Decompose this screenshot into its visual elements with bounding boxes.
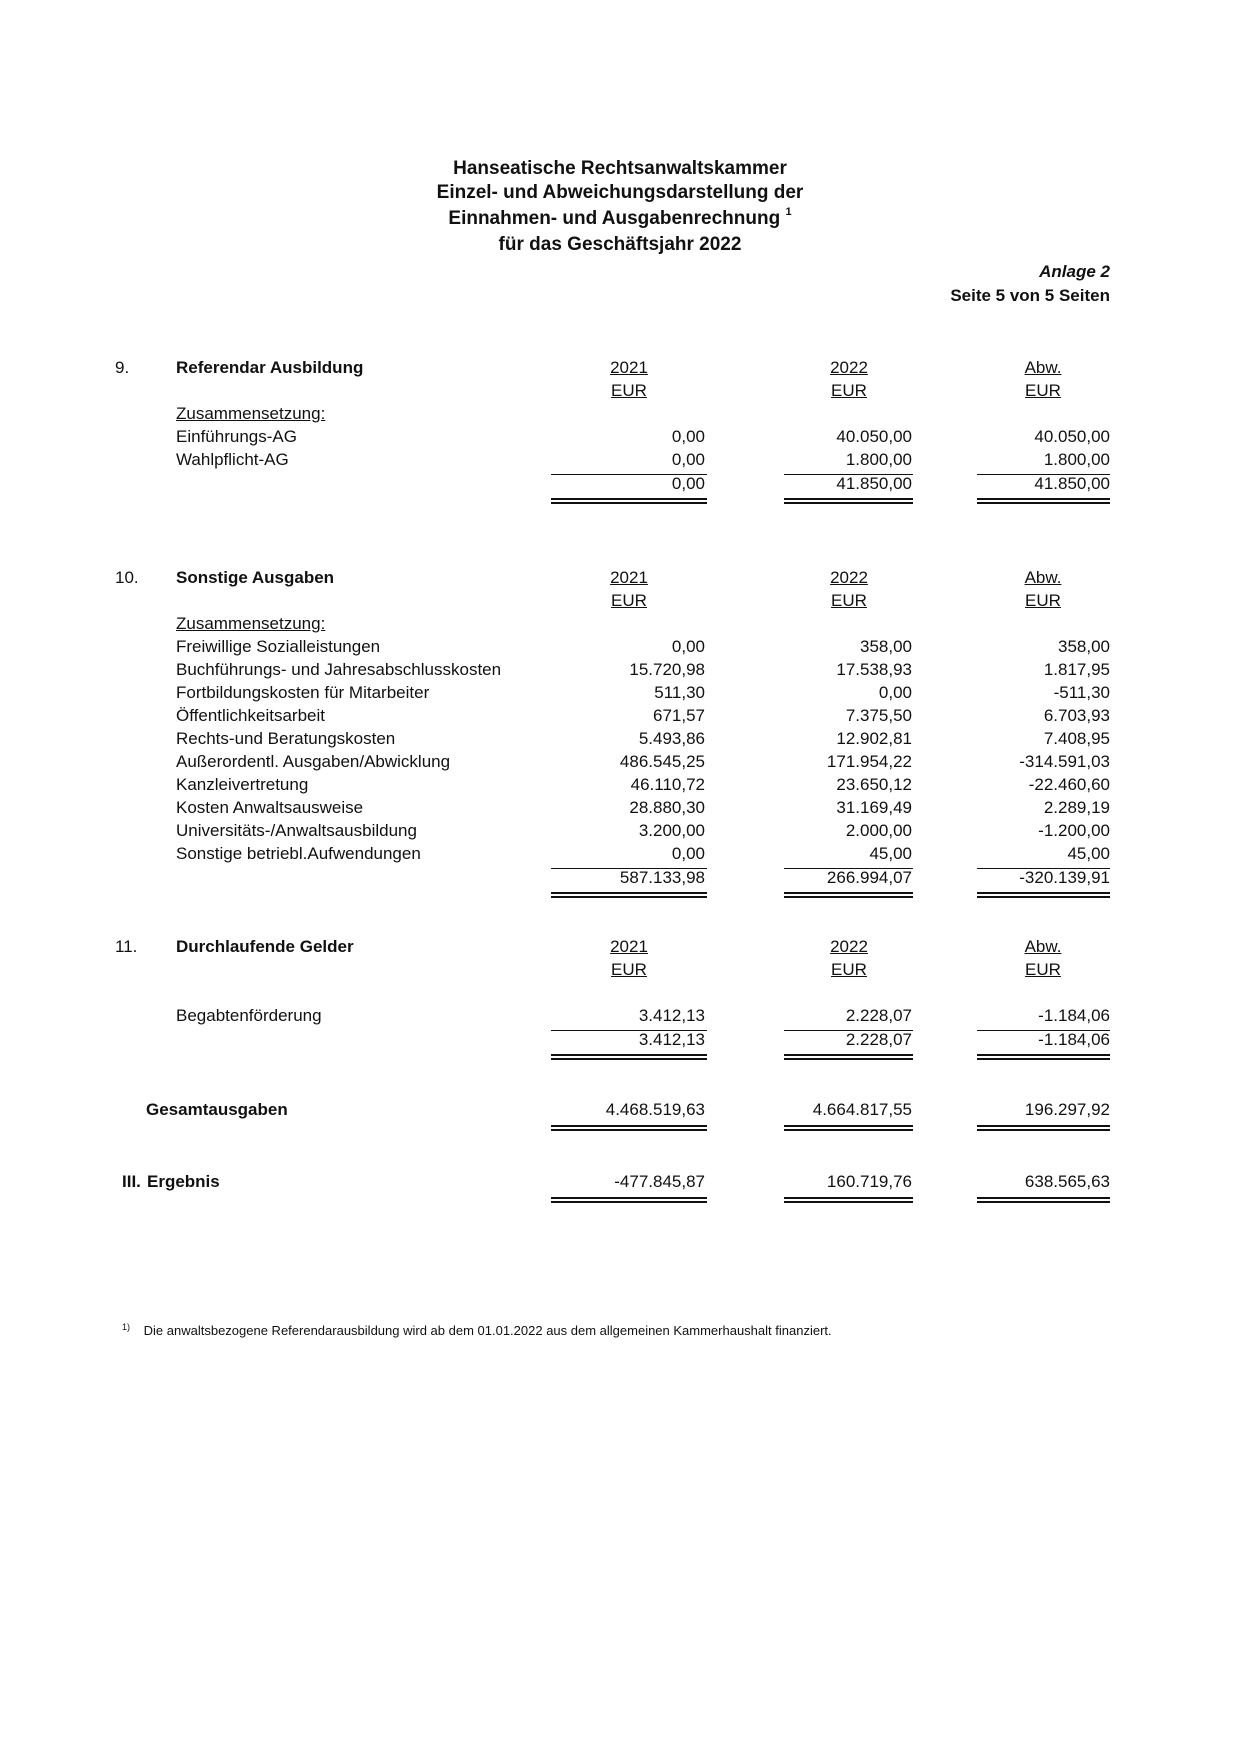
footnote-text: Die anwaltsbezogene Referendarausbildung wird ab dem 01.01.2022 aus dem allgemeinen Kammerhaushalt finanziert. — [143, 1323, 832, 1339]
currency-label: EUR — [1025, 591, 1061, 610]
total-double-rule — [784, 1197, 913, 1203]
composition-label: Zusammensetzung: — [176, 404, 326, 423]
table-row: Einführungs-AG 0,00 40.050,00 40.050,00 — [176, 427, 1110, 446]
roman-numeral: III. — [122, 1172, 141, 1191]
ergebnis-row: III. Ergebnis -477.845,87 160.719,76 638.565,63 — [122, 1172, 1110, 1191]
total-double-rule — [784, 1054, 913, 1060]
total-double-rule — [977, 1054, 1110, 1060]
total-double-rule — [551, 1125, 707, 1131]
footnote-ref: 1 — [785, 206, 792, 218]
table-row: Rechts-und Beratungskosten 5.493,86 12.902,81 7.408,95 — [176, 729, 1110, 748]
total-double-rule — [977, 1197, 1110, 1203]
table-row: Wahlpflicht-AG 0,00 1.800,00 1.800,00 — [176, 450, 1110, 469]
currency-label: EUR — [611, 381, 647, 400]
table-row: Sonstige betriebl.Aufwendungen 0,00 45,00 45,00 — [176, 844, 1110, 863]
total-double-rule — [551, 892, 707, 898]
currency-label: EUR — [831, 591, 867, 610]
currency-label: EUR — [831, 960, 867, 979]
total-double-rule — [784, 892, 913, 898]
fiscal-year: für das Geschäftsjahr 2022 — [498, 234, 742, 255]
org-title: Hanseatische Rechtsanwaltskammer — [453, 158, 787, 179]
table-row: Fortbildungskosten für Mitarbeiter 511,30 0,00 -511,30 — [176, 683, 1110, 702]
total-double-rule — [977, 498, 1110, 504]
currency-label: EUR — [611, 591, 647, 610]
col-header-2021: 2021 — [610, 568, 648, 587]
table-row: Begabtenförderung 3.412,13 2.228,07 -1.184,06 — [176, 1006, 1110, 1025]
total-double-rule — [977, 1125, 1110, 1131]
page-indicator: Seite 5 von 5 Seiten — [950, 286, 1110, 305]
total-double-rule — [784, 1125, 913, 1131]
footnote — [122, 1322, 832, 1338]
table-row: Öffentlichkeitsarbeit 671,57 7.375,50 6.703,93 — [176, 706, 1110, 725]
col-header-abw: Abw. — [1024, 937, 1062, 956]
total-double-rule — [551, 498, 707, 504]
col-header-abw: Abw. — [1024, 568, 1062, 587]
section-title: Referendar Ausbildung — [176, 358, 364, 377]
section-number: 11. — [115, 937, 138, 956]
table-row: Kanzleivertretung 46.110,72 23.650,12 -22.460,60 — [176, 775, 1110, 794]
table-row: Kosten Anwaltsausweise 28.880,30 31.169,49 2.289,19 — [176, 798, 1110, 817]
total-double-rule — [784, 498, 913, 504]
annex-label: Anlage 2 — [1039, 262, 1110, 281]
col-header-2021: 2021 — [610, 358, 648, 377]
doc-subtitle: Einnahmen- und Ausgabenrechnung $^1$ — [448, 206, 792, 229]
currency-label: EUR — [611, 960, 647, 979]
table-row: Freiwillige Sozialleistungen 0,00 358,00 358,00 — [176, 637, 1110, 656]
table-row: Universitäts-/Anwaltsausbildung 3.200,00 2.000,00 -1.200,00 — [176, 821, 1110, 840]
doc-title: Einzel- und Abweichungsdarstellung der — [436, 182, 804, 203]
col-header-2022: 2022 — [830, 937, 868, 956]
total-double-rule — [551, 1054, 707, 1060]
total-row: 3.412,13 2.228,07 -1.184,06 — [638, 1030, 1110, 1049]
col-header-2022: 2022 — [830, 568, 868, 587]
gesamtausgaben-row: Gesamtausgaben 4.468.519,63 4.664.817,55 196.297,92 — [146, 1100, 1110, 1119]
ergebnis-label: Ergebnis — [147, 1172, 220, 1191]
footnote-mark: 1) — [122, 1322, 131, 1332]
table-row: Außerordentl. Ausgaben/Abwicklung 486.545,25 171.954,22 -314.591,03 — [176, 752, 1110, 771]
col-header-abw: Abw. — [1024, 358, 1062, 377]
currency-label: EUR — [1025, 381, 1061, 400]
section-title: Durchlaufende Gelder — [176, 937, 354, 956]
total-row: 587.133,98 266.994,07 -320.139,91 — [619, 868, 1110, 887]
total-row: 0,00 41.850,00 41.850,00 — [671, 474, 1110, 493]
section-title: Sonstige Ausgaben — [176, 568, 335, 587]
currency-label: EUR — [831, 381, 867, 400]
gesamtausgaben-label: Gesamtausgaben — [146, 1100, 288, 1119]
section-number: 10. — [115, 568, 139, 587]
currency-label: EUR — [1025, 960, 1061, 979]
table-row: Buchführungs- und Jahresabschlusskosten 15.720,98 17.538,93 1.817,95 — [176, 660, 1110, 679]
col-header-2021: 2021 — [610, 937, 648, 956]
total-double-rule — [977, 892, 1110, 898]
total-double-rule — [551, 1197, 707, 1203]
section-number: 9. — [115, 358, 130, 377]
composition-label: Zusammensetzung: — [176, 614, 326, 633]
col-header-2022: 2022 — [830, 358, 868, 377]
